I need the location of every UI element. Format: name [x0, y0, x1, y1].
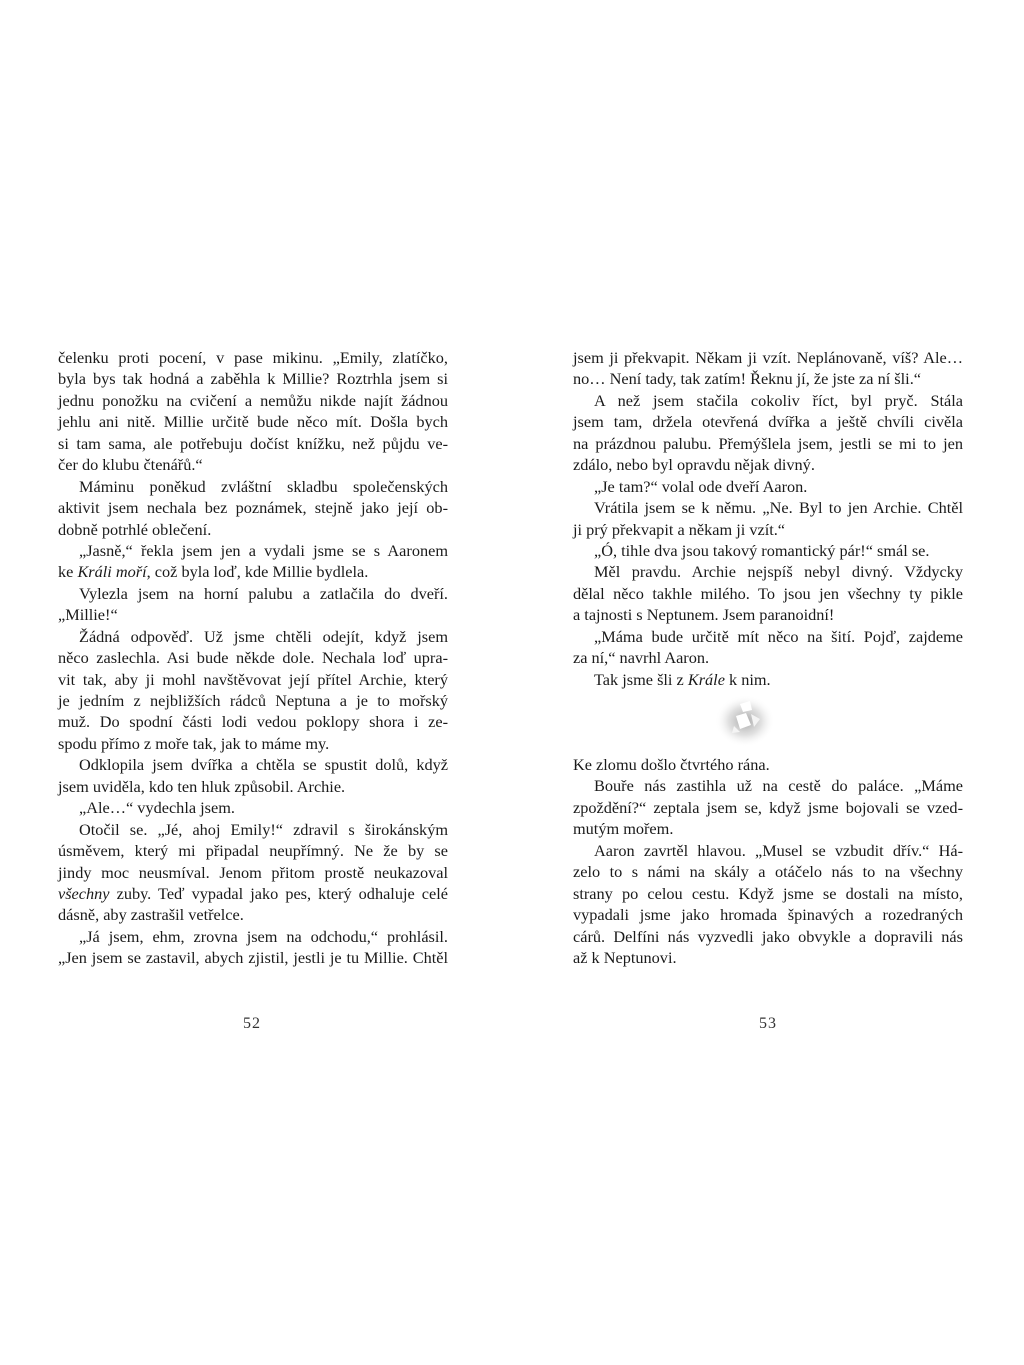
text-line: muž. Do spodní části lodi vedou poklopy shora i ze- [58, 712, 448, 732]
text-line: A než jsem stačila cokoliv říct, byl pryč. Stála [594, 390, 963, 410]
text-line: Vrátila jsem se k němu. „Ne. Byl to jen Archie. Chtěl [594, 498, 963, 518]
text-line [58, 561, 448, 582]
text-line: Máminu poněkud zvláštní skladbu společenských [79, 476, 448, 496]
text-line: Bouře nás zastihla už na cestě do paláce. „Máme [594, 776, 963, 796]
text-line: „Ale…“ vydechla jsem. [79, 798, 235, 818]
text-line: „Jasně,“ řekla jsem jen a vydali jsme se s Aaronem [79, 540, 448, 560]
ship-name-italic: Krále [687, 669, 725, 689]
text-fragment: k nim. [724, 669, 771, 689]
text-line: aktivit jsem nechala bez poznámek, stejně jako její ob- [58, 498, 448, 518]
text-line: Otočil se. „Jé, ahoj Emily!“ zdravil s širokánským [79, 819, 448, 839]
text-line: dásně, aby zastrašil vetřelce. [58, 905, 244, 925]
text-line [573, 669, 963, 690]
text-line: jsem ji překvapit. Někam ji vzít. Neplánovaně, víš? Ale… [573, 348, 963, 367]
text-line: jednu ponožku na cvičení a nemůžu nikde najít žádnou [58, 390, 448, 410]
text-line: jsem tam, držela otevřená dvířka a ještě chvíli civěla [573, 412, 963, 432]
text-line: na prázdnou palubu. Přemýšlela jsem, jestli se mi to jen [573, 433, 963, 453]
text-line: dobně potrhlé oblečení. [58, 519, 212, 539]
text-line: a tajnosti s Neptunem. Jsem paranoidní! [573, 605, 835, 625]
text-line: je jedním z nejbližších rádců Neptuna a je to mořský [58, 691, 448, 710]
text-line: no… Není tady, tak zatím! Řeknu jí, že jste za ní šli.“ [573, 369, 921, 389]
text-line: vypadali jsme jako hromada špinavých a rozedraných [573, 905, 963, 925]
text-line: jindy moc neusmíval. Jenom přitom prostě neukazoval [58, 862, 448, 882]
text-line: „Máma bude určitě mít něco na šití. Pojď, zajdeme [594, 626, 963, 646]
text-line: strany po celou cestu. Když jsme se dostali na místo, [573, 883, 963, 903]
text-line: „Je tam?“ volal ode dveří Aaron. [594, 476, 808, 496]
text-line: vit tak, aby ji mohl navštěvovat její přítel Archie, který [58, 669, 448, 689]
text-line: mutým mořem. [573, 819, 674, 839]
text-line: až k Neptunovi. [573, 947, 677, 967]
text-line: zelo to s námi na skály a otáčelo nás to na všechny [573, 862, 963, 882]
text-line: si tam sama, ale potřebuju dočíst knížku, než půjdu ve- [58, 433, 448, 453]
text-line: „Millie!“ [58, 605, 118, 625]
text-line [58, 883, 448, 904]
right-page-text [573, 347, 963, 968]
text-fragment: ke [58, 562, 78, 582]
text-line: byla bys tak hodná a zaběhla k Millie? Roztrhla jsem si [58, 369, 448, 389]
page-number-right: 53 [759, 1015, 777, 1032]
text-fragment: zuby. Teď vypadal jako pes, který odhaluje celé [109, 883, 448, 903]
text-line: cárů. Delfíni nás vyzvedli jako obvykle a dopravili nás [573, 926, 963, 946]
shell-fragment-ornament-icon [713, 692, 777, 748]
text-line: Měl pravdu. Archie nejspíš nebyl divný. Vždycky [594, 562, 963, 582]
emphasis-italic: všechny [58, 883, 110, 903]
ship-name-italic: Králi moří [77, 562, 147, 582]
text-fragment: Tak jsme šli z [594, 669, 688, 689]
text-line: „Ó, tihle dva jsou takový romantický pár!“ smál se. [594, 540, 930, 560]
text-line: zdálo, nebo byl opravdu nějak divný. [573, 455, 815, 475]
text-line: úsměvem, který mi připadal neupřímný. Ne že by se [58, 841, 448, 861]
text-line: zpoždění?“ zeptala jsem se, když jsme bojovali se vzed- [573, 797, 963, 817]
text-line: dělal něco takhle milého. To jsou jen všechny ty pikle [573, 583, 963, 603]
text-line: čer do klubu čtenářů.“ [58, 455, 203, 475]
text-line: ji prý překvapit a někam ji vzít.“ [573, 519, 786, 539]
text-line: Aaron zavrtěl hlavou. „Musel se vzbudit dřív.“ Há- [594, 840, 963, 860]
text-line: Ke zlomu došlo čtvrtého rána. [573, 755, 770, 774]
text-line: Odklopila jsem dvířka a chtěla se spustit dolů, když [79, 755, 448, 775]
text-line: „Já jsem, ehm, zrovna jsem na odchodu,“ prohlásil. [79, 926, 448, 946]
text-line: za ní,“ navrhl Aaron. [573, 648, 710, 668]
left-page-text [58, 347, 448, 969]
page-number-left: 52 [243, 1015, 261, 1032]
text-line: čelenku proti pocení, v pase mikinu. „Emily, zlatíčko, [58, 348, 448, 367]
text-line: Vylezla jsem na horní palubu a zatlačila do dveří. [79, 583, 448, 603]
section-break [573, 690, 963, 754]
text-line: jsem uviděla, kdo ten hluk způsobil. Archie. [58, 776, 346, 796]
text-line: jehlu ani nitě. Millie určitě bude něco mít. Došla bych [58, 412, 448, 432]
text-line: něco zaslechla. Asi bude někde dole. Nechala loď upra- [58, 648, 448, 668]
text-line: „Jen jsem se zastavil, abych zjistil, jestli je tu Millie. Chtěl [58, 948, 448, 968]
text-line: spodu přímo z moře tak, jak to máme my. [58, 733, 330, 753]
text-fragment: , což byla loď, kde Millie bydlela. [146, 562, 369, 582]
text-line: Žádná odpověď. Už jsme chtěli odejít, když jsem [79, 626, 448, 646]
